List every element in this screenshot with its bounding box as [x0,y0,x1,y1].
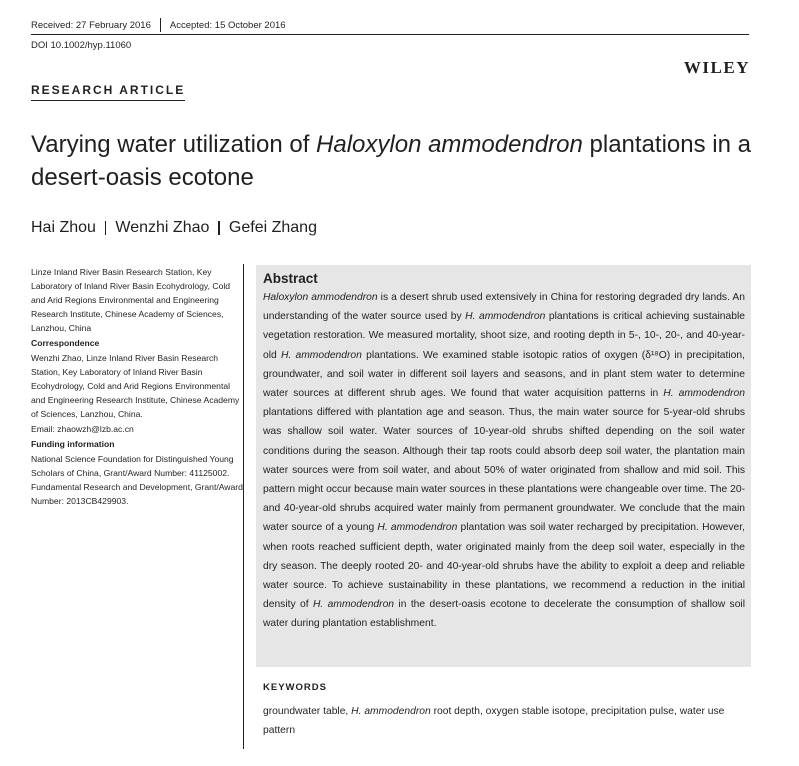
header-rule [31,34,749,35]
abstract-text [263,288,745,634]
author-separator [218,221,220,235]
title-part-1: Varying water utilization of [31,131,317,158]
title-species: Haloxylon ammodendron [316,131,583,158]
article-type-label: RESEARCH ARTICLE [31,83,185,101]
correspondence-text: Wenzhi Zhao, Linze Inland River Basin Research Station, Key Laboratory of Inland River Basin Ecohydrology, Cold and Arid Regions Environmental and Engineering Research Institute, Chinese Academy of Sciences, Lanzhou, China. [31,353,240,419]
abstract-segment: plantation was soil water recharged by precipitation. However, when roots reached sufficient depth, water originated mainly from the deep soil water, especially in the dry season. The deeply rooted 20- and 40-year-old shrubs have the ability to exploit a deep and reliable water source. To achieve sustainability in these plantations, we recommend a reduction in the initial density of [263,522,745,611]
doi-link[interactable]: DOI 10.1002/hyp.11060 [31,40,132,51]
title-part-2: plantations in a desert-oasis ecotone [31,131,751,191]
column-divider [243,264,244,749]
author-name[interactable]: Wenzhi Zhao [115,219,210,236]
article-info-sidebar [31,265,243,509]
publisher-logo: WILEY [683,58,750,77]
abstract-segment: is a desert shrub used extensively in China for restoring degraded dry lands. An understanding of the water source used by [263,292,745,323]
affiliation: Linze Inland River Basin Research Station, Key Laboratory of Inland River Basin Ecohydrology, Cold and Arid Regions Environmental and Engineering Research Institute, Chinese Academy of Sciences, Lanzhou, China [31,267,231,333]
abstract-panel [256,265,751,667]
abstract-heading: Abstract [263,271,318,286]
author-list [31,219,317,237]
author-separator [105,221,107,235]
article-title [31,128,761,194]
keywords-heading: KEYWORDS [263,682,327,693]
funding-heading: Funding information [31,439,115,449]
abstract-segment: plantations differed with plantation age and season. Thus, the main water source for 5-year-old shrubs was shallow soil water. Water sources of 10-year-old shrubs shifted depending on the soil water conditions during the season. Although their tap roots could absorb deep soil water, the plantation main water sources were from soil water, and about 50% of water originated from shallow and mid soil. This pattern might occur because main water sources in these plantations were changeable over time. The 20- and 40-year-old shrubs acquired water mainly from permanent groundwater. We conclude that the main water source of a young [263,407,745,534]
date-separator [160,18,161,32]
accepted-date: Accepted: 15 October 2016 [169,19,286,31]
abstract-segment: plantations. We examined stable isotopic ratios of oxygen (δ¹⁸O) in precipitation, groundwater, and soil water in different soil layers and seasons, and in plant stem water to determine water sources at different shrub ages. We found that water acquisition patterns in [263,349,745,400]
abstract-segment: in the desert-oasis ecotone to decelerate the consumption of shallow soil water during plantation establishment. [263,599,745,630]
correspondence-heading: Correspondence [31,338,100,348]
species-name: H. ammodendron [663,388,745,400]
species-name: H. ammodendron [377,522,458,534]
author-name[interactable]: Gefei Zhang [228,219,317,236]
received-date: Received: 27 February 2016 [31,19,151,31]
email-link[interactable]: Email: zhaowzh@lzb.ac.cn [31,424,134,434]
species-name: Haloxylon ammodendron [263,292,378,303]
author-name[interactable]: Hai Zhou [31,219,96,236]
funding-text: National Science Foundation for Distinguished Young Scholars of China, Grant/Award Number: 41125002. Fundamental Research and Development, Grant/Award Number: 2013CB429903. [31,454,243,506]
keywords-panel [256,675,751,749]
keyword-segment: root depth, oxygen stable isotope, precipitation pulse, water use pattern [263,706,725,736]
species-name: H. ammodendron [280,349,362,361]
article-dates [31,18,286,32]
keywords-list [263,702,745,740]
abstract-segment: plantations is critical achieving sustainable vegetation restoration. We measured mortality, shoot size, and rooting depth in 5-, 10-, 20-, and 40-year-old [263,311,745,361]
species-name: H. ammodendron [312,599,395,611]
species-name: H. ammodendron [351,706,431,717]
species-name: H. ammodendron [465,311,546,323]
keyword-segment: groundwater table, [263,706,352,717]
